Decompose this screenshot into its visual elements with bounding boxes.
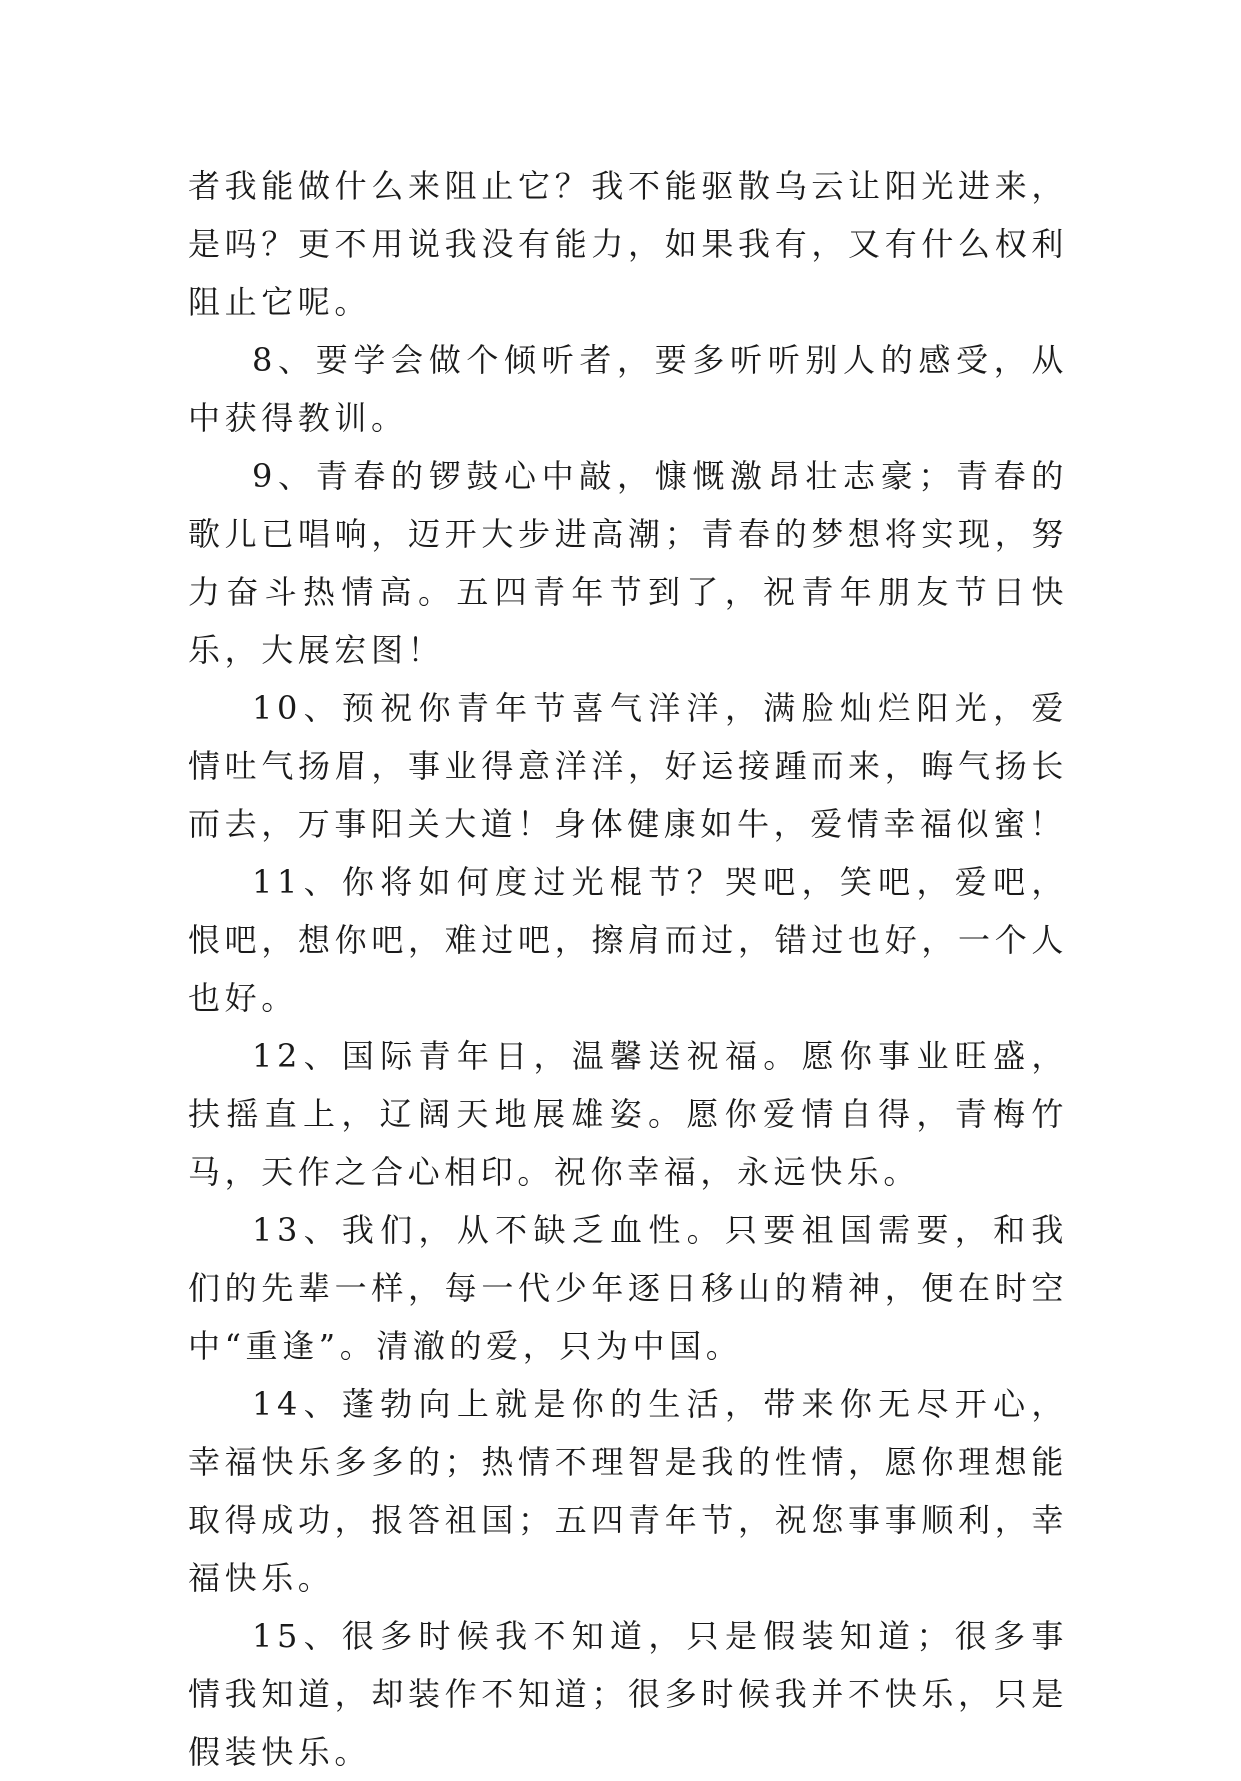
document-body — [188, 157, 1068, 1781]
paragraph-item-8: 8、要学会做个倾听者，要多听听别人的感受，从中获得教训。 — [188, 341, 1068, 437]
paragraph-item-11: 11、你将如何度过光棍节？哭吧，笑吧，爱吧，恨吧，想你吧，难过吧，擦肩而过，错过也好，一个人也好。 — [188, 863, 1068, 1017]
paragraph-item-15: 15、很多时候我不知道，只是假装知道；很多事情我知道，却装作不知道；很多时候我并不快乐，只是假装快乐。 — [188, 1617, 1068, 1771]
paragraph-item-10: 10、预祝你青年节喜气洋洋，满脸灿烂阳光，爱情吐气扬眉，事业得意洋洋，好运接踵而来，晦气扬长而去，万事阳关大道！身体健康如牛，爱情幸福似蜜！ — [188, 689, 1068, 843]
paragraph-item-13: 13、我们，从不缺乏血性。只要祖国需要，和我们的先辈一样，每一代少年逐日移山的精神，便在时空中“重逢”。清澈的爱，只为中国。 — [188, 1211, 1068, 1365]
paragraph-item-12: 12、国际青年日，温馨送祝福。愿你事业旺盛，扶摇直上，辽阔天地展雄姿。愿你爱情自得，青梅竹马，天作之合心相印。祝你幸福，永远快乐。 — [188, 1037, 1068, 1191]
paragraph-item-9: 9、青春的锣鼓心中敲，慷慨激昂壮志豪；青春的歌儿已唱响，迈开大步进高潮；青春的梦想将实现，努力奋斗热情高。五四青年节到了，祝青年朋友节日快乐，大展宏图！ — [188, 457, 1068, 669]
paragraph-item-14: 14、蓬勃向上就是你的生活，带来你无尽开心，幸福快乐多多的；热情不理智是我的性情，愿你理想能取得成功，报答祖国；五四青年节，祝您事事顺利，幸福快乐。 — [188, 1385, 1068, 1597]
paragraph-continuation: 者我能做什么来阻止它？我不能驱散乌云让阳光进来，是吗？更不用说我没有能力，如果我有，又有什么权利阻止它呢。 — [188, 167, 1068, 321]
